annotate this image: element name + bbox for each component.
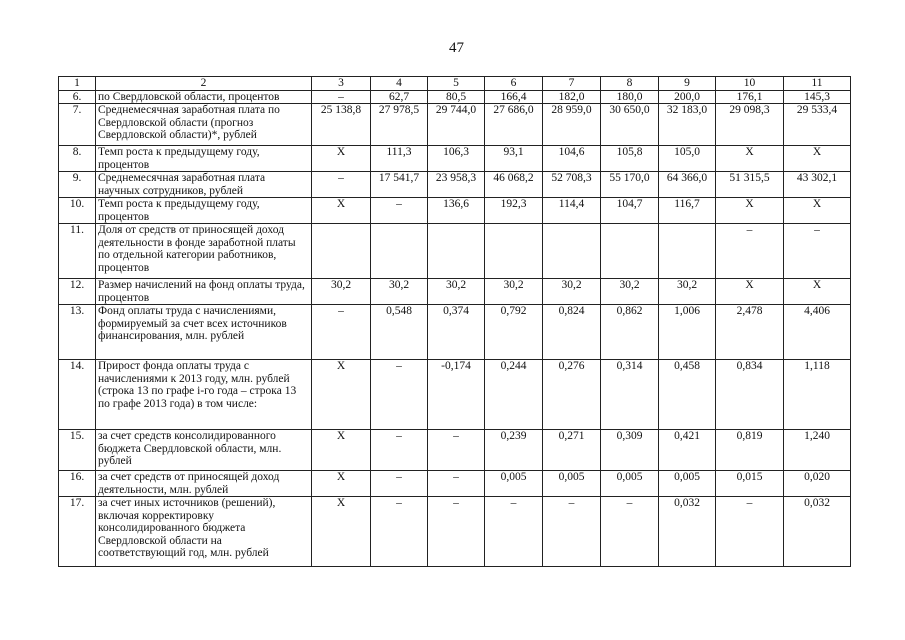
data-table bbox=[58, 76, 851, 567]
header-cell: 6 bbox=[485, 77, 543, 91]
value-cell: 0,374 bbox=[428, 305, 485, 360]
value-cell: – bbox=[371, 497, 428, 567]
row-description: по Свердловской области, процентов bbox=[96, 90, 312, 104]
table-body bbox=[59, 77, 851, 567]
value-cell bbox=[543, 224, 601, 279]
value-cell: 0,819 bbox=[716, 430, 784, 471]
value-cell bbox=[601, 224, 659, 279]
table-row bbox=[59, 305, 851, 360]
value-cell: X bbox=[312, 497, 371, 567]
value-cell: 2,478 bbox=[716, 305, 784, 360]
row-description: Среднемесячная заработная плата по Свердловской области (прогноз Свердловской области)*, рублей bbox=[96, 104, 312, 146]
value-cell: 0,792 bbox=[485, 305, 543, 360]
row-number: 15. bbox=[59, 430, 96, 471]
value-cell: X bbox=[716, 198, 784, 224]
value-cell: 17 541,7 bbox=[371, 172, 428, 198]
header-cell: 5 bbox=[428, 77, 485, 91]
row-number: 10. bbox=[59, 198, 96, 224]
row-number: 8. bbox=[59, 146, 96, 172]
value-cell bbox=[428, 224, 485, 279]
value-cell: 116,7 bbox=[659, 198, 716, 224]
row-description: Среднемесячная заработная плата научных сотрудников, рублей bbox=[96, 172, 312, 198]
value-cell: 0,309 bbox=[601, 430, 659, 471]
value-cell: 52 708,3 bbox=[543, 172, 601, 198]
header-cell: 3 bbox=[312, 77, 371, 91]
value-cell: X bbox=[784, 279, 851, 305]
value-cell: – bbox=[312, 90, 371, 104]
value-cell: 0,020 bbox=[784, 471, 851, 497]
value-cell: – bbox=[485, 497, 543, 567]
value-cell: 29 533,4 bbox=[784, 104, 851, 146]
row-number: 13. bbox=[59, 305, 96, 360]
row-description: Темп роста к предыдущему году, процентов bbox=[96, 146, 312, 172]
header-cell: 11 bbox=[784, 77, 851, 91]
value-cell: X bbox=[784, 198, 851, 224]
table-row bbox=[59, 497, 851, 567]
value-cell: X bbox=[716, 279, 784, 305]
value-cell: 30,2 bbox=[543, 279, 601, 305]
value-cell: 51 315,5 bbox=[716, 172, 784, 198]
value-cell: X bbox=[312, 430, 371, 471]
value-cell: 0,005 bbox=[601, 471, 659, 497]
value-cell: 114,4 bbox=[543, 198, 601, 224]
header-cell: 10 bbox=[716, 77, 784, 91]
value-cell: 0,005 bbox=[543, 471, 601, 497]
value-cell: 104,7 bbox=[601, 198, 659, 224]
value-cell: 30,2 bbox=[601, 279, 659, 305]
value-cell: – bbox=[312, 172, 371, 198]
table-row bbox=[59, 360, 851, 430]
row-number: 11. bbox=[59, 224, 96, 279]
value-cell: 200,0 bbox=[659, 90, 716, 104]
value-cell: 136,6 bbox=[428, 198, 485, 224]
value-cell: X bbox=[784, 146, 851, 172]
value-cell: – bbox=[371, 198, 428, 224]
row-number: 17. bbox=[59, 497, 96, 567]
value-cell: 0,239 bbox=[485, 430, 543, 471]
value-cell: 105,0 bbox=[659, 146, 716, 172]
value-cell: – bbox=[543, 497, 601, 567]
table-row bbox=[59, 224, 851, 279]
value-cell: – bbox=[784, 224, 851, 279]
table-row bbox=[59, 430, 851, 471]
table-row bbox=[59, 198, 851, 224]
value-cell: 0,015 bbox=[716, 471, 784, 497]
value-cell bbox=[371, 224, 428, 279]
value-cell: X bbox=[312, 471, 371, 497]
value-cell: 0,005 bbox=[485, 471, 543, 497]
value-cell: 23 958,3 bbox=[428, 172, 485, 198]
value-cell: 25 138,8 bbox=[312, 104, 371, 146]
value-cell: 30,2 bbox=[659, 279, 716, 305]
value-cell: 0,824 bbox=[543, 305, 601, 360]
value-cell: 28 959,0 bbox=[543, 104, 601, 146]
value-cell: – bbox=[428, 497, 485, 567]
value-cell bbox=[312, 224, 371, 279]
row-description: Темп роста к предыдущему году, процентов bbox=[96, 198, 312, 224]
value-cell: 105,8 bbox=[601, 146, 659, 172]
value-cell: – bbox=[371, 430, 428, 471]
header-cell: 9 bbox=[659, 77, 716, 91]
value-cell: 30 650,0 bbox=[601, 104, 659, 146]
value-cell: 30,2 bbox=[428, 279, 485, 305]
value-cell bbox=[485, 224, 543, 279]
value-cell: 0,862 bbox=[601, 305, 659, 360]
value-cell: X bbox=[312, 360, 371, 430]
value-cell: – bbox=[601, 497, 659, 567]
value-cell: – bbox=[716, 224, 784, 279]
value-cell: X bbox=[312, 198, 371, 224]
value-cell: 0,271 bbox=[543, 430, 601, 471]
value-cell: – bbox=[428, 471, 485, 497]
row-description: за счет средств консолидированного бюджета Свердловской области, млн. рублей bbox=[96, 430, 312, 471]
value-cell: 30,2 bbox=[371, 279, 428, 305]
value-cell: 46 068,2 bbox=[485, 172, 543, 198]
value-cell: – bbox=[428, 430, 485, 471]
value-cell: X bbox=[312, 146, 371, 172]
value-cell: 30,2 bbox=[312, 279, 371, 305]
value-cell: 0,548 bbox=[371, 305, 428, 360]
value-cell: X bbox=[716, 146, 784, 172]
row-description: Фонд оплаты труда с начислениями, формируемый за счет всех источников финансирования, млн. рублей bbox=[96, 305, 312, 360]
value-cell bbox=[659, 224, 716, 279]
value-cell: 111,3 bbox=[371, 146, 428, 172]
value-cell: 145,3 bbox=[784, 90, 851, 104]
value-cell: 180,0 bbox=[601, 90, 659, 104]
row-description: за счет средств от приносящей доход деятельности, млн. рублей bbox=[96, 471, 312, 497]
table-row bbox=[59, 471, 851, 497]
value-cell: 176,1 bbox=[716, 90, 784, 104]
row-description: за счет иных источников (решений), включая корректировку консолидированного бюджета Свердловской области на соответствующий год, млн. рублей bbox=[96, 497, 312, 567]
row-description: Доля от средств от приносящей доход деятельности в фонде заработной платы по отдельной категории работников, процентов bbox=[96, 224, 312, 279]
value-cell: – bbox=[371, 471, 428, 497]
value-cell: 1,240 bbox=[784, 430, 851, 471]
value-cell: 93,1 bbox=[485, 146, 543, 172]
table-row bbox=[59, 172, 851, 198]
row-number: 6. bbox=[59, 90, 96, 104]
value-cell: 0,032 bbox=[784, 497, 851, 567]
value-cell: 27 978,5 bbox=[371, 104, 428, 146]
value-cell: 106,3 bbox=[428, 146, 485, 172]
header-cell: 1 bbox=[59, 77, 96, 91]
value-cell: 1,118 bbox=[784, 360, 851, 430]
value-cell: 182,0 bbox=[543, 90, 601, 104]
table-row bbox=[59, 104, 851, 146]
table-row bbox=[59, 146, 851, 172]
value-cell: 0,244 bbox=[485, 360, 543, 430]
value-cell: 43 302,1 bbox=[784, 172, 851, 198]
value-cell: 192,3 bbox=[485, 198, 543, 224]
value-cell: 0,276 bbox=[543, 360, 601, 430]
page-number: 47 bbox=[449, 40, 464, 56]
value-cell: – bbox=[371, 360, 428, 430]
row-description: Прирост фонда оплаты труда с начислениями к 2013 году, млн. рублей (строка 13 по графе i-го года – строка 13 по графе 2013 года) в том числе: bbox=[96, 360, 312, 430]
header-cell: 2 bbox=[96, 77, 312, 91]
value-cell: 104,6 bbox=[543, 146, 601, 172]
value-cell: – bbox=[716, 497, 784, 567]
value-cell: 29 744,0 bbox=[428, 104, 485, 146]
row-number: 16. bbox=[59, 471, 96, 497]
row-number: 7. bbox=[59, 104, 96, 146]
table-row bbox=[59, 90, 851, 104]
value-cell: 0,834 bbox=[716, 360, 784, 430]
value-cell: 29 098,3 bbox=[716, 104, 784, 146]
header-cell: 7 bbox=[543, 77, 601, 91]
value-cell: 62,7 bbox=[371, 90, 428, 104]
value-cell: 4,406 bbox=[784, 305, 851, 360]
value-cell: 0,032 bbox=[659, 497, 716, 567]
header-row bbox=[59, 77, 851, 91]
value-cell: 0,005 bbox=[659, 471, 716, 497]
value-cell: 0,458 bbox=[659, 360, 716, 430]
table-row bbox=[59, 279, 851, 305]
value-cell: 80,5 bbox=[428, 90, 485, 104]
row-description: Размер начислений на фонд оплаты труда, процентов bbox=[96, 279, 312, 305]
row-number: 14. bbox=[59, 360, 96, 430]
row-number: 9. bbox=[59, 172, 96, 198]
row-number: 12. bbox=[59, 279, 96, 305]
value-cell: 32 183,0 bbox=[659, 104, 716, 146]
value-cell: 64 366,0 bbox=[659, 172, 716, 198]
value-cell: 166,4 bbox=[485, 90, 543, 104]
value-cell: 30,2 bbox=[485, 279, 543, 305]
value-cell: 55 170,0 bbox=[601, 172, 659, 198]
header-cell: 4 bbox=[371, 77, 428, 91]
value-cell: 27 686,0 bbox=[485, 104, 543, 146]
header-cell: 8 bbox=[601, 77, 659, 91]
value-cell: 0,314 bbox=[601, 360, 659, 430]
value-cell: 1,006 bbox=[659, 305, 716, 360]
value-cell: -0,174 bbox=[428, 360, 485, 430]
value-cell: – bbox=[312, 305, 371, 360]
value-cell: 0,421 bbox=[659, 430, 716, 471]
